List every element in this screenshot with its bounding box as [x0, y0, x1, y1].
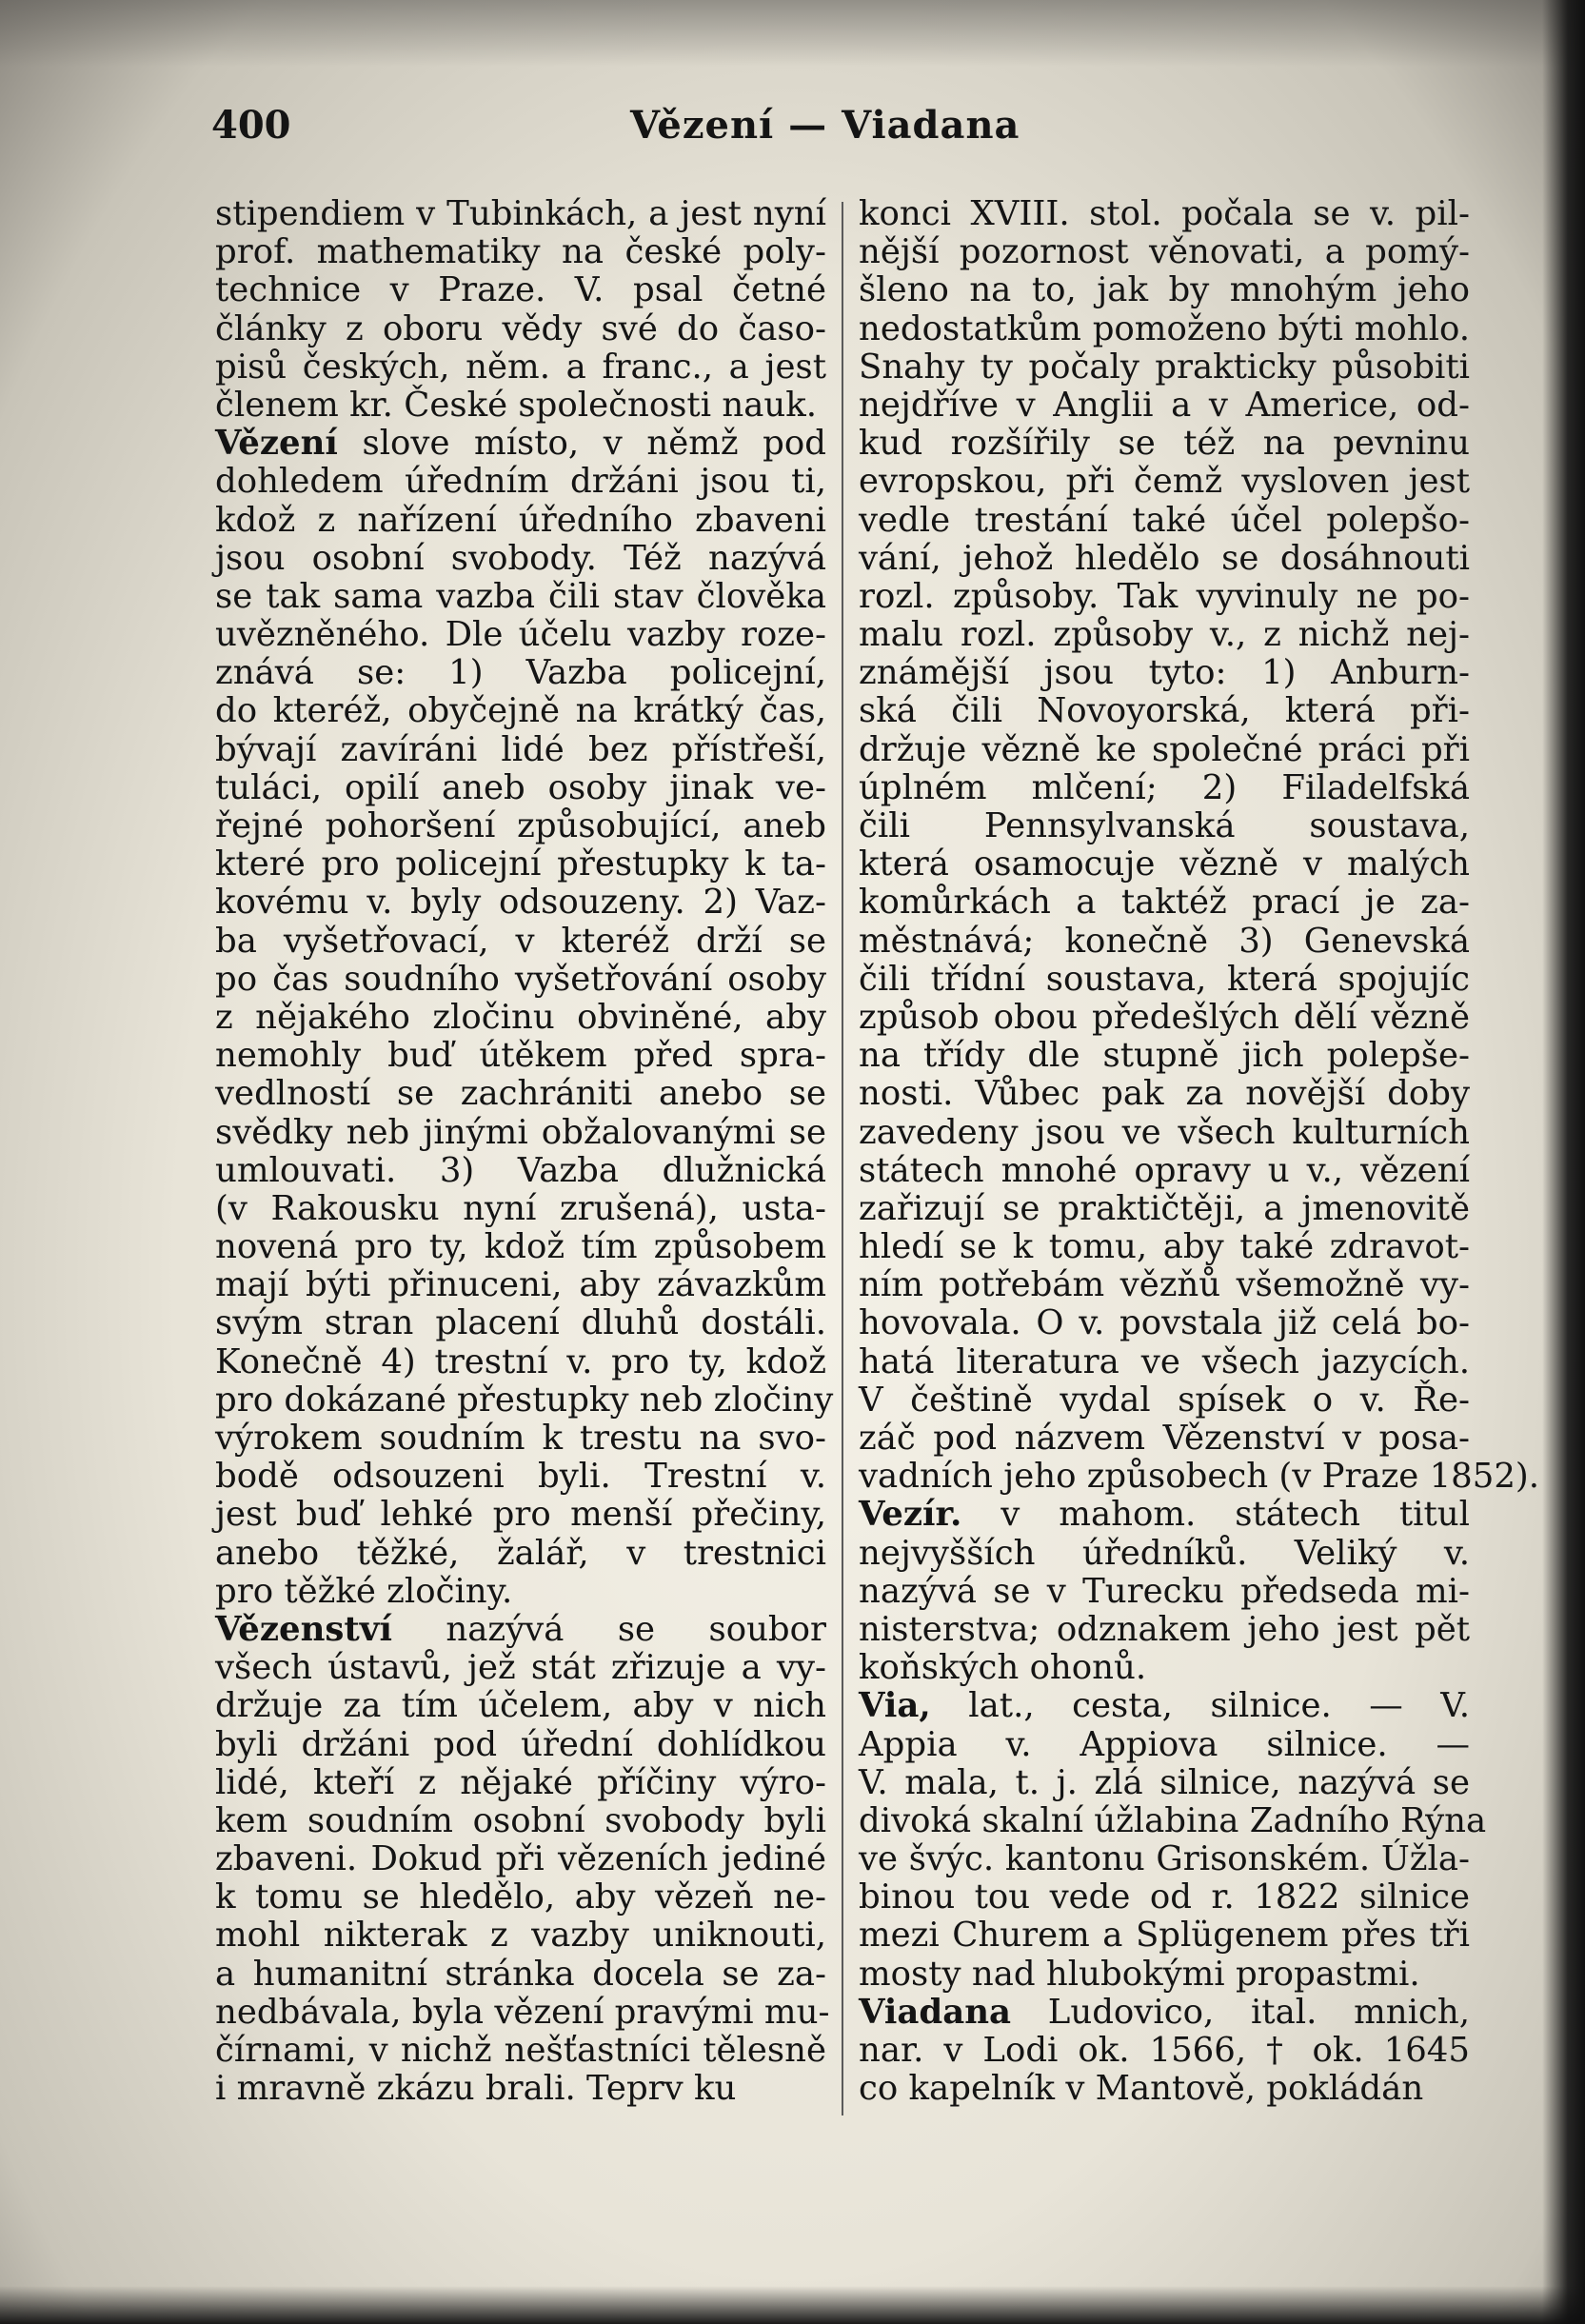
- page-shadow-bottom: [0, 2286, 1585, 2324]
- text-line: jsou osobní svobody. Též nazývá: [215, 538, 826, 578]
- text-line: státech mnohé opravy u v., vězení: [859, 1150, 1470, 1190]
- text-line: čírnami, v nichž nešťastníci tělesně: [215, 2031, 826, 2070]
- text-line: pisů českých, něm. a franc., a jest: [215, 347, 826, 387]
- text-line: nejdříve v Anglii a v Americe, od-: [859, 385, 1470, 425]
- text-line: komůrkách a taktéž prací je za-: [859, 883, 1470, 923]
- headword: Vězenství: [215, 1609, 392, 1649]
- text-line: se tak sama vazba čili stav člověka: [215, 576, 826, 616]
- text-line: jest buď lehké pro menší přečiny,: [215, 1495, 826, 1535]
- text-line: vání, jehož hledělo se dosáhnouti: [859, 538, 1470, 578]
- text-line: umlouvati. 3) Vazba dlužnická: [215, 1150, 826, 1190]
- text-line: mají býti přinuceni, aby závazkům: [215, 1265, 826, 1305]
- text-line: znává se: 1) Vazba policejní,: [215, 653, 826, 693]
- text-line: známější jsou tyto: 1) Anburn-: [859, 653, 1470, 693]
- text-line: binou tou vede od r. 1822 silnice: [859, 1877, 1470, 1917]
- text-line: Vězení slove místo, v němž pod: [215, 424, 826, 464]
- headword: Viadana: [859, 1992, 1012, 2032]
- text-line: zavedeny jsou ve všech kulturních: [859, 1112, 1470, 1152]
- text-line: nar. v Lodi ok. 1566, † ok. 1645: [859, 2031, 1470, 2070]
- text-line: technice v Praze. V. psal četné: [215, 270, 826, 310]
- headword: Vezír.: [859, 1495, 962, 1535]
- text-line: vedle trestání také účel polepšo-: [859, 500, 1470, 540]
- text-line: nisterstva; odznakem jeho jest pět: [859, 1609, 1470, 1649]
- text-line: do kteréž, obyčejně na krátký čas,: [215, 691, 826, 731]
- page-number: 400: [211, 103, 291, 148]
- text-line: Snahy ty počaly prakticky působiti: [859, 347, 1470, 387]
- text-line: ba vyšetřovací, v kteréž drží se: [215, 921, 826, 961]
- text-line: Appia v. Appiova silnice. —: [859, 1724, 1470, 1764]
- text-line: které pro policejní přestupky k ta-: [215, 844, 826, 884]
- text-line: zařizují se praktičtěji, a jmenovitě: [859, 1188, 1470, 1228]
- text-line: uvězněného. Dle účelu vazby roze-: [215, 615, 826, 655]
- headword: Via,: [859, 1686, 931, 1726]
- text-line: kdož z nařízení úředního zbaveni: [215, 500, 826, 540]
- text-line: ská čili Novoyorská, která při-: [859, 691, 1470, 731]
- text-line: stipendiem v Tubinkách, a jest nyní: [215, 194, 826, 233]
- text-line: svědky neb jinými obžalovanými se: [215, 1112, 826, 1152]
- text-line: vadních jeho způsobech (v Praze 1852).: [859, 1457, 1540, 1497]
- text-line: Vězenství nazývá se soubor: [215, 1609, 826, 1649]
- right-column: [859, 194, 1540, 2175]
- text-line: rozl. způsoby. Tak vyvinuly ne po-: [859, 576, 1470, 616]
- text-line: která osamocuje vězně v malých: [859, 844, 1470, 884]
- text-line: kud rozšířily se též na pevninu: [859, 424, 1470, 464]
- text-line: bývají zavíráni lidé bez přístřeší,: [215, 729, 826, 769]
- text-line: a humanitní stránka docela se za-: [215, 1954, 826, 1994]
- text-line: Viadana Ludovico, ital. mnich,: [859, 1992, 1470, 2032]
- text-line: hledí se k tomu, aby také zdravot-: [859, 1227, 1470, 1267]
- text-line: Vezír. v mahom. státech titul: [859, 1495, 1470, 1535]
- text-line: kem soudním osobní svobody byli: [215, 1800, 826, 1840]
- text-line: lidé, kteří z nějaké příčiny výro-: [215, 1762, 826, 1802]
- text-line: pro dokázané přestupky neb zločiny: [215, 1380, 834, 1420]
- text-line: nější pozornost věnovati, a pomý-: [859, 232, 1470, 272]
- page-shadow-right: [1542, 0, 1585, 2324]
- text-line: V. mala, t. j. zlá silnice, nazývá se: [859, 1762, 1470, 1802]
- text-line: tuláci, opilí aneb osoby jinak ve-: [215, 767, 826, 807]
- text-line: i mravně zkázu brali. Teprv ku: [215, 2069, 737, 2109]
- text-line: výrokem soudním k trestu na svo-: [215, 1419, 826, 1458]
- column-divider: [842, 202, 843, 2115]
- text-line: na třídy dle stupně jich polepše-: [859, 1036, 1470, 1076]
- text-line: kovému v. byly odsouzeny. 2) Vaz-: [215, 883, 826, 923]
- text-line: záč pod názvem Vězenství v posa-: [859, 1419, 1470, 1458]
- text-line: zbaveni. Dokud při vězeních jediné: [215, 1839, 826, 1879]
- text-line: dohledem úředním držáni jsou ti,: [215, 462, 826, 502]
- text-line: co kapelník v Mantově, pokládán: [859, 2069, 1424, 2109]
- text-line: malu rozl. způsoby v., z nichž nej-: [859, 615, 1470, 655]
- text-line: čili Pennsylvanská soustava,: [859, 806, 1470, 845]
- text-line: městnává; konečně 3) Genevská: [859, 921, 1470, 961]
- text-line: Konečně 4) trestní v. pro ty, kdož: [215, 1341, 826, 1381]
- text-line: nosti. Vůbec pak za novější doby: [859, 1074, 1470, 1114]
- text-line: anebo těžké, žalář, v trestnici: [215, 1533, 826, 1573]
- headword: Vězení: [215, 424, 338, 464]
- text-line: evropskou, při čemž vysloven jest: [859, 462, 1470, 502]
- text-line: mosty nad hlubokými propastmi.: [859, 1954, 1420, 1994]
- text-line: všech ústavů, jež stát zřizuje a vy-: [215, 1648, 826, 1688]
- text-line: z nějakého zločinu obviněné, aby: [215, 997, 826, 1037]
- text-line: konci XVIII. stol. počala se v. pil-: [859, 194, 1470, 233]
- text-line: novená pro ty, kdož tím způsobem: [215, 1227, 826, 1267]
- page-header: [211, 103, 1477, 160]
- text-line: způsob obou předešlých dělí vězně: [859, 997, 1470, 1037]
- text-line: (v Rakousku nyní zrušená), usta-: [215, 1188, 826, 1228]
- text-line: hovovala. O v. povstala již celá bo-: [859, 1303, 1470, 1343]
- text-line: ve švýc. kantonu Grisonském. Úžla-: [859, 1839, 1470, 1879]
- text-line: členem kr. České společnosti nauk.: [215, 385, 818, 425]
- text-line: hatá literatura ve všech jazycích.: [859, 1341, 1470, 1381]
- text-line: nedostatkům pomoženo býti mohlo.: [859, 308, 1470, 348]
- text-line: svým stran placení dluhů dostáli.: [215, 1303, 826, 1343]
- running-head: Vězení — Viadana: [630, 103, 1020, 148]
- text-line: úplném mlčení; 2) Filadelfská: [859, 767, 1470, 807]
- text-line: mezi Churem a Splügenem přes tři: [859, 1916, 1470, 1956]
- text-line: ním potřebám vězňů všemožně vy-: [859, 1265, 1470, 1305]
- text-line: po čas soudního vyšetřování osoby: [215, 959, 826, 999]
- text-line: nemohly buď útěkem před spra-: [215, 1036, 826, 1076]
- text-line: byli držáni pod úřední dohlídkou: [215, 1724, 826, 1764]
- text-line: V češtině vydal spísek o v. Ře-: [859, 1380, 1470, 1420]
- text-line: prof. mathematiky na české poly-: [215, 232, 826, 272]
- text-line: nedbávala, byla vězení pravými mu-: [215, 1992, 830, 2032]
- page-shadow-top: [0, 0, 1585, 67]
- text-line: k tomu se hledělo, aby vězeň ne-: [215, 1877, 826, 1917]
- text-line: Via, lat., cesta, silnice. — V.: [859, 1686, 1470, 1726]
- text-line: držuje za tím účelem, aby v nich: [215, 1686, 826, 1726]
- text-line: koňských ohonů.: [859, 1648, 1147, 1688]
- text-line: držuje vězně ke společné práci při: [859, 729, 1470, 769]
- text-line: pro těžké zločiny.: [215, 1571, 513, 1611]
- text-line: mohl nikterak z vazby uniknouti,: [215, 1916, 826, 1956]
- text-line: bodě odsouzeni byli. Trestní v.: [215, 1457, 826, 1497]
- text-line: čili třídní soustava, která spojujíc: [859, 959, 1470, 999]
- text-line: šleno na to, jak by mnohým jeho: [859, 270, 1470, 310]
- left-column: [215, 194, 834, 2175]
- text-line: vedlností se zachrániti anebo se: [215, 1074, 826, 1114]
- text-line: články z oboru vědy své do časo-: [215, 308, 826, 348]
- text-line: nazývá se v Turecku předseda mi-: [859, 1571, 1470, 1611]
- text-line: řejné pohoršení způsobující, aneb: [215, 806, 826, 845]
- text-line: divoká skalní úžlabina Zadního Rýna: [859, 1800, 1487, 1840]
- text-line: nejvyšších úředníků. Veliký v.: [859, 1533, 1470, 1573]
